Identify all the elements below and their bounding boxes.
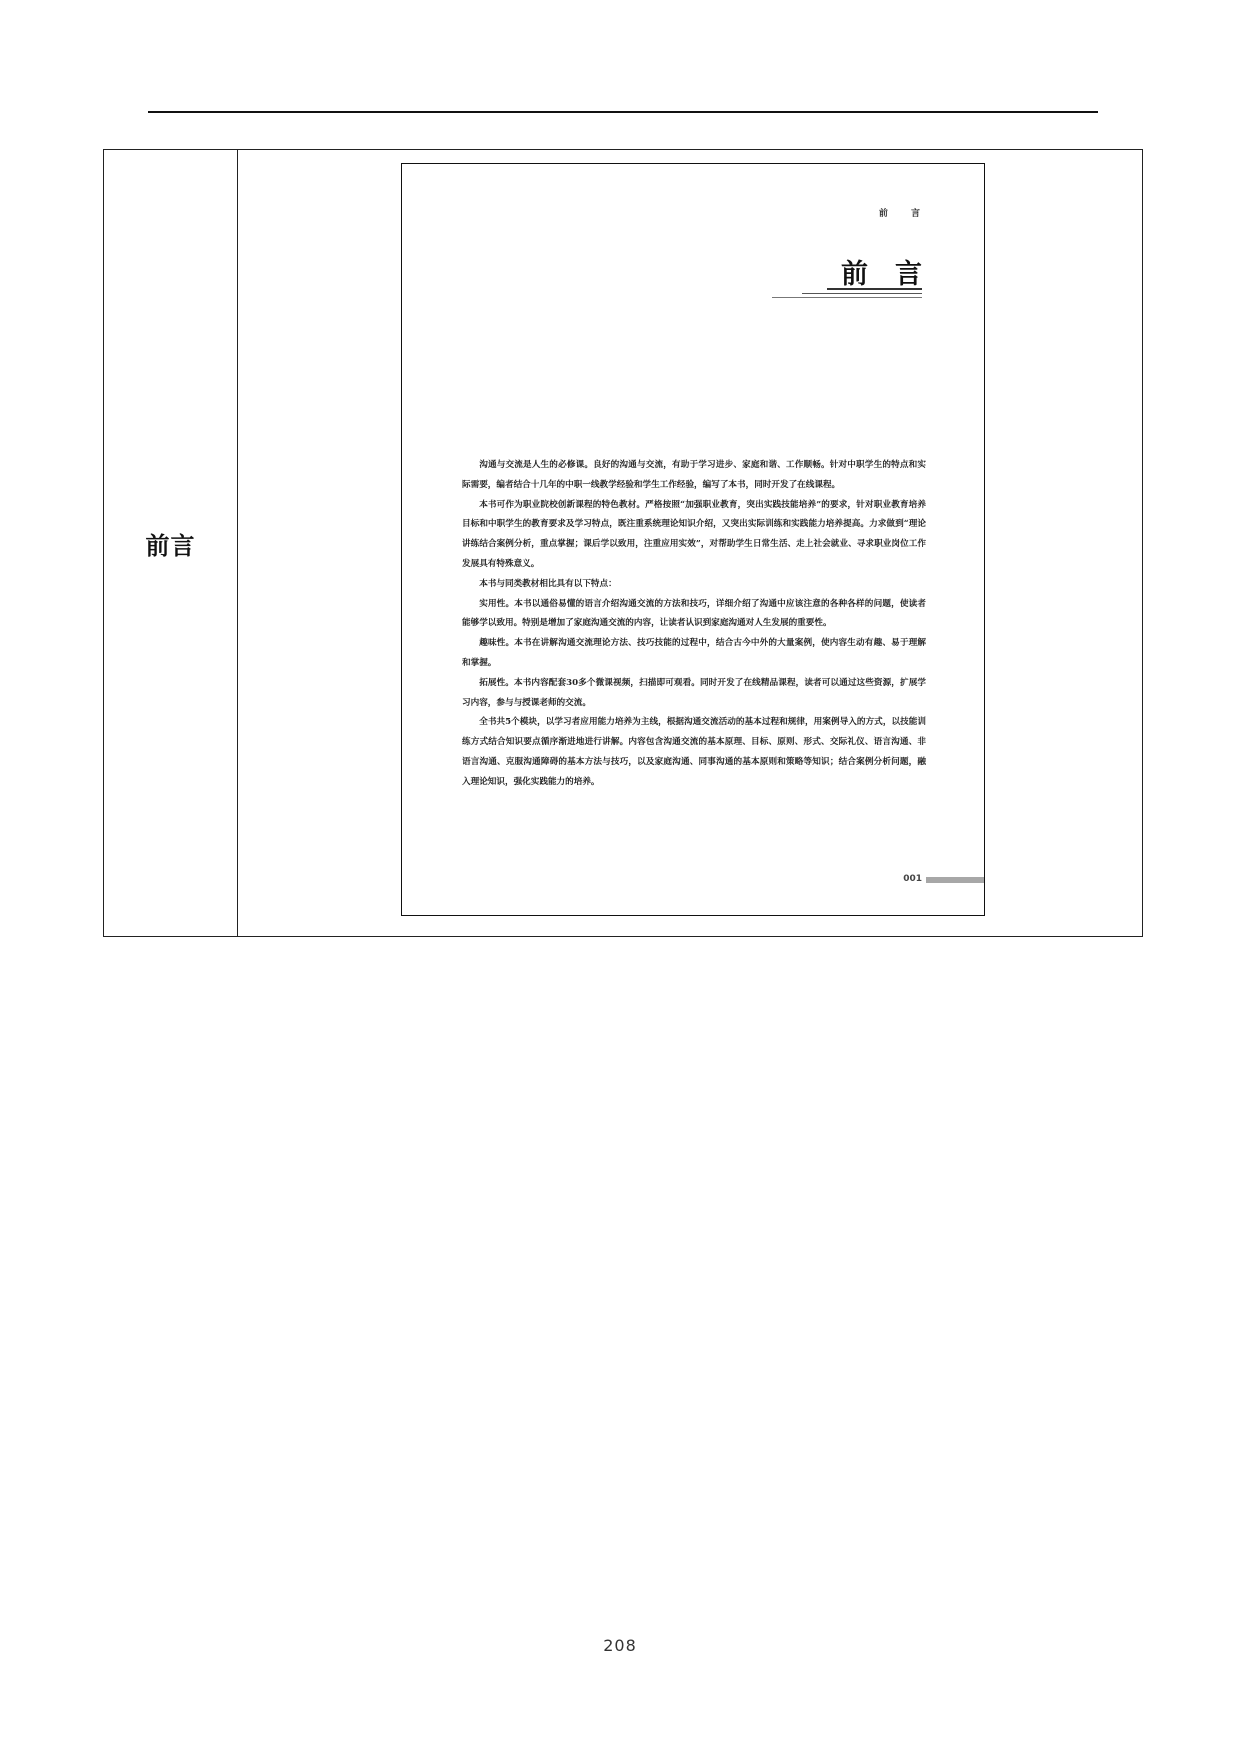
title-deco-line-1 [827, 288, 922, 290]
book-paragraph: 趣味性。本书在讲解沟通交流理论方法、技巧技能的过程中，结合古今中外的大量案例，使内容生动有趣、易于理解和掌握。 [462, 638, 926, 668]
book-page-number: 001 [903, 874, 922, 884]
page-number: 208 [603, 1636, 637, 1655]
book-paragraph: 本书与同类教材相比具有以下特点： [479, 578, 617, 589]
page-number-bar [926, 877, 984, 883]
book-paragraph: 实用性。本书以通俗易懂的语言介绍沟通交流的方法和技巧，详细介绍了沟通中应该注意的各种各样的问题，使读者能够学以致用。特别是增加了家庭沟通交流的内容，让读者认识到家庭沟通对人生发展的重要性。 [462, 598, 926, 629]
book-chapter-title: 前 言 [841, 259, 922, 290]
column-divider [237, 150, 238, 936]
header-rule [148, 111, 1098, 113]
book-body-text [462, 456, 926, 793]
row-label: 前言 [145, 531, 196, 560]
book-paragraph: 拓展性。本书内容配套30多个微课视频，扫描即可观看。同时开发了在线精品课程，读者可以通过这些资源，扩展学习内容，参与与授课老师的交流。 [462, 677, 926, 708]
book-running-head: 前 言 [878, 209, 930, 219]
book-paragraph: 沟通与交流是人生的必修课。良好的沟通与交流，有助于学习进步、家庭和谐、工作顺畅。针对中职学生的特点和实际需要，编者结合十几年的中职一线教学经验和学生工作经验，编写了本书，同时开发了在线课程。 [462, 460, 926, 490]
title-deco-line-3 [772, 297, 922, 298]
book-page-image [401, 163, 985, 916]
title-deco-line-2 [802, 293, 922, 294]
book-paragraph: 本书可作为职业院校创新课程的特色教材。严格按照“加强职业教育，突出实践技能培养”的要求，针对职业教育培养目标和中职学生的教育要求及学习特点，既注重系统理论知识介绍，又突出实际训练和实践能力培养提高。力求做到“理论讲练结合案例分析，重点掌握；课后学以致用，注重应用实效”，对帮助学生日常生活、走上社会就业、寻求职业岗位工作发展具有特殊意义。 [462, 499, 926, 569]
book-paragraph: 全书共5个模块，以学习者应用能力培养为主线，根据沟通交流活动的基本过程和规律，用案例导入的方式，以技能训练方式结合知识要点循序渐进地进行讲解。内容包含沟通交流的基本原理、目标、原则、形式、交际礼仪、语言沟通、非语言沟通、克服沟通障碍的基本方法与技巧，以及家庭沟通、同事沟通的基本原则和策略等知识；结合案例分析问题，融入理论知识，强化实践能力的培养。 [462, 717, 926, 787]
document-table [103, 149, 1143, 937]
